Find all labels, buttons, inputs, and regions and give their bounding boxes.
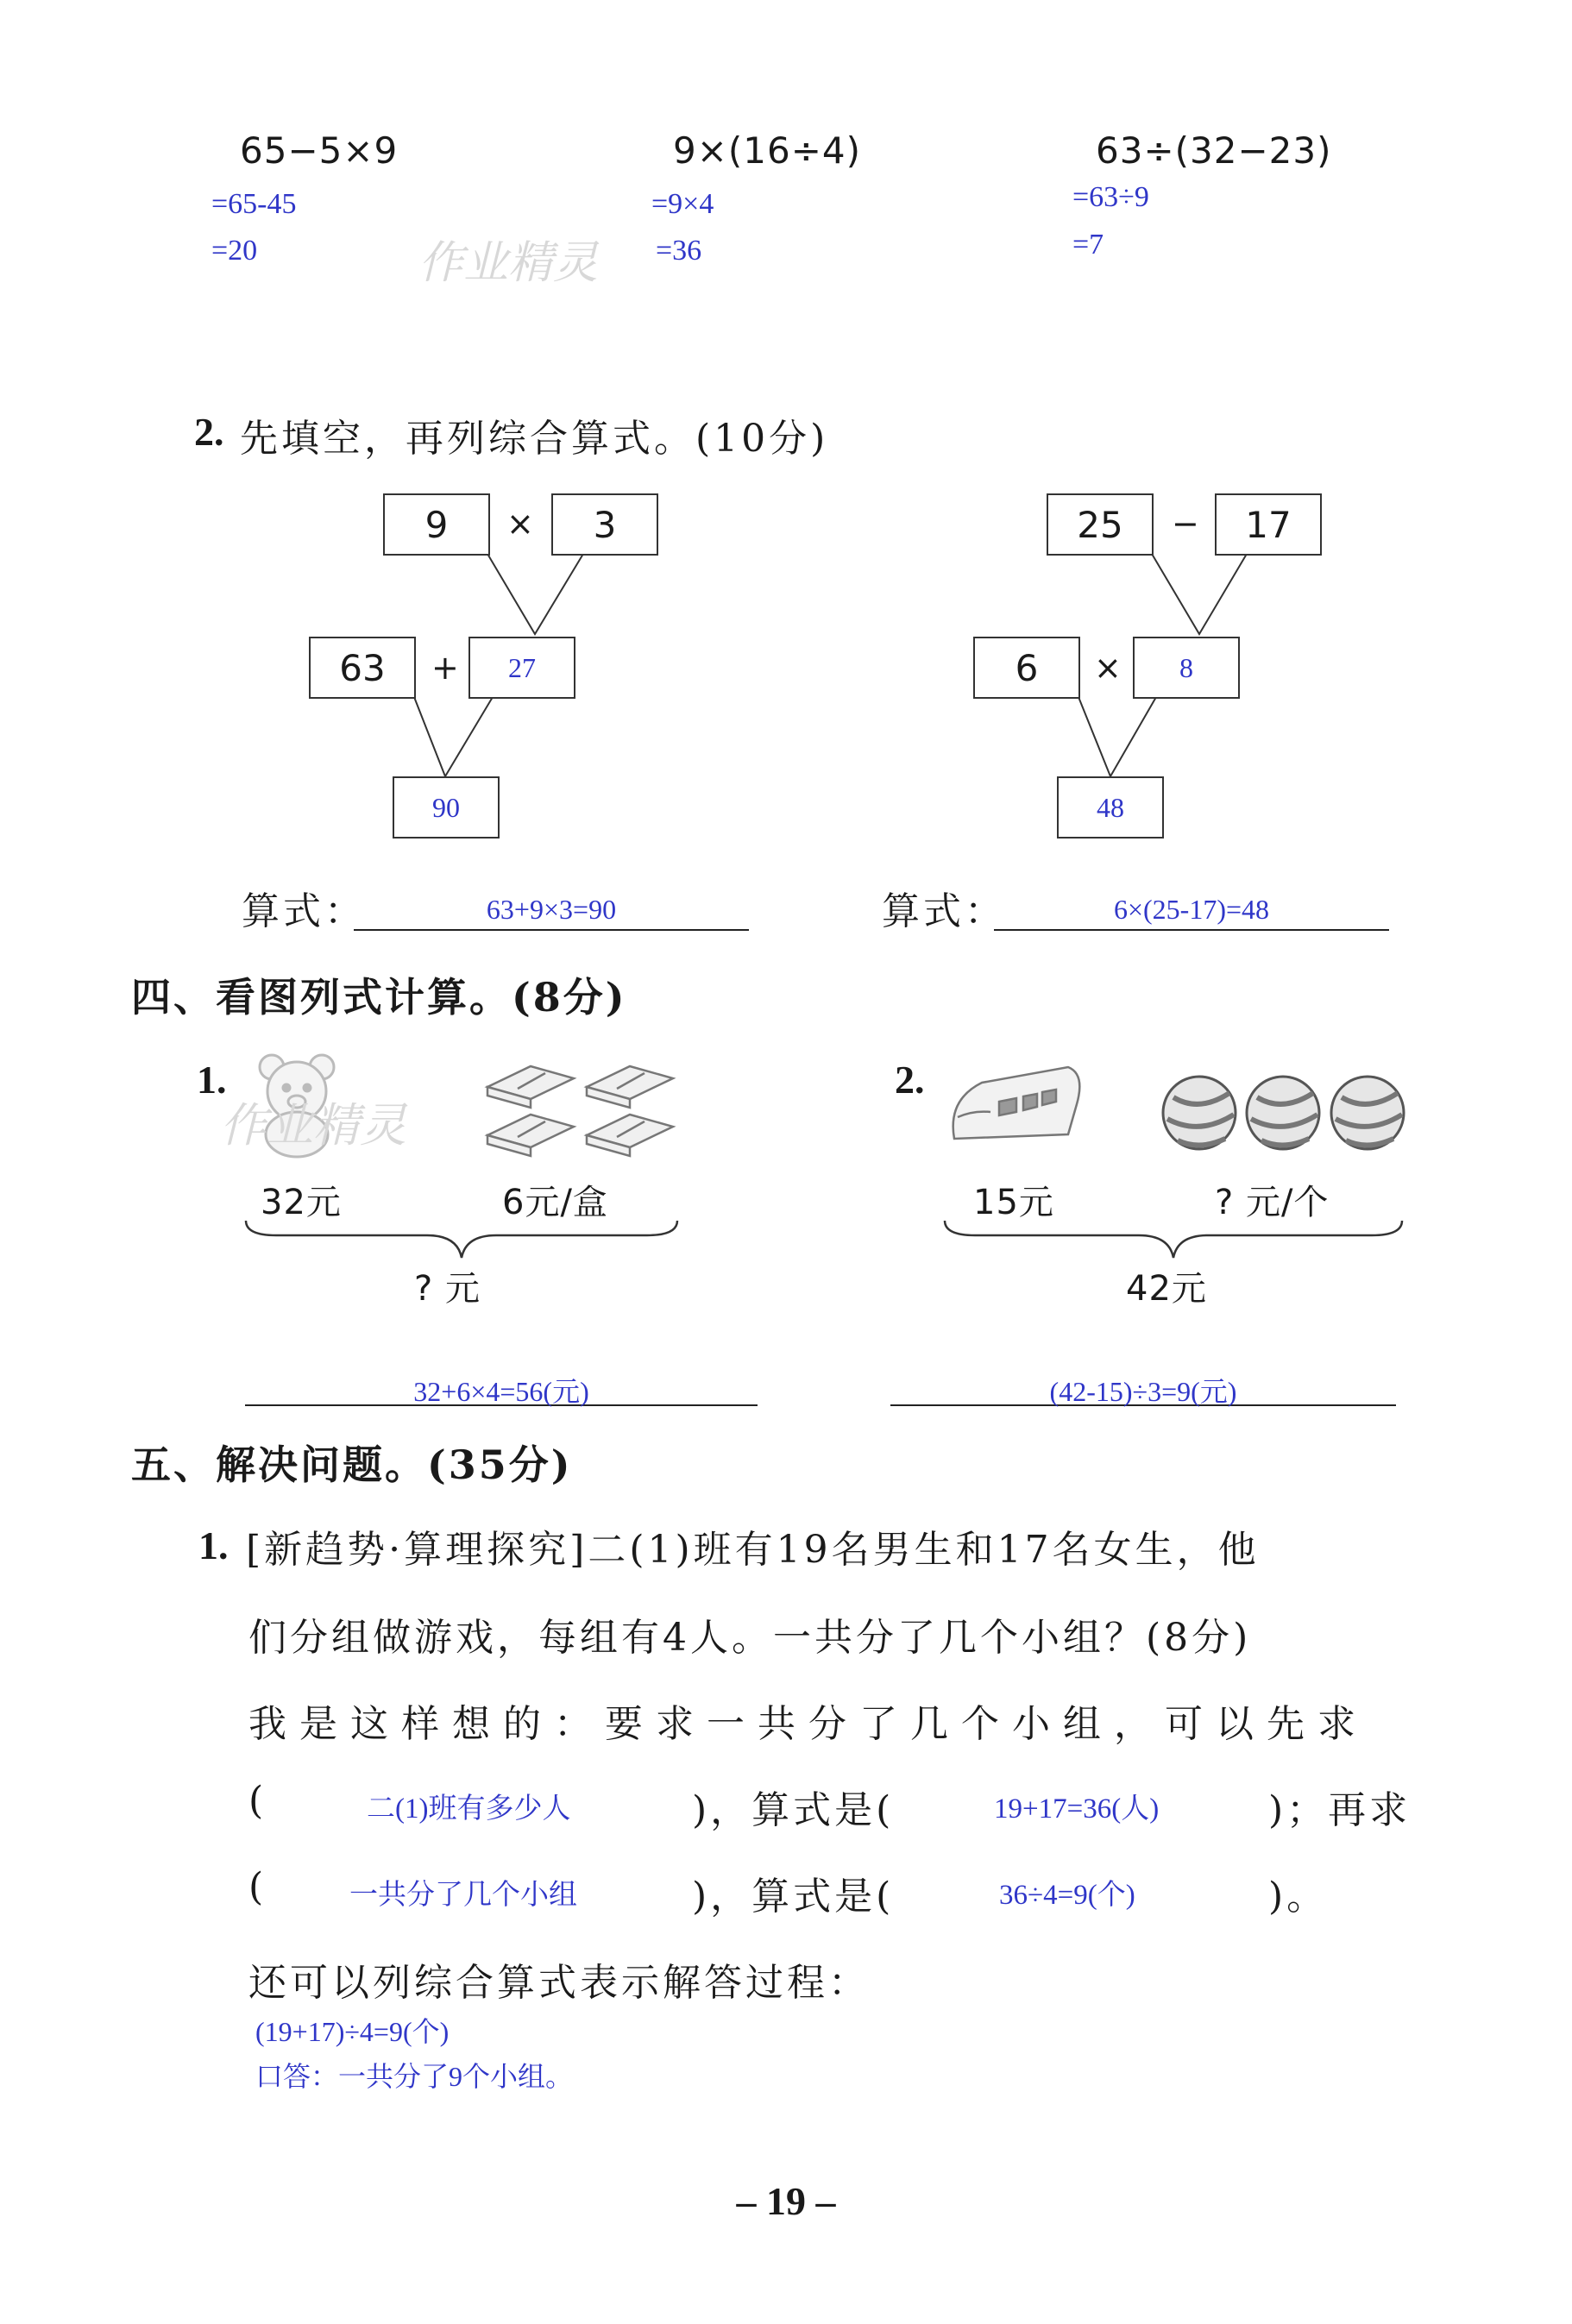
s4-q1-right-label: 6元/盒: [502, 1183, 608, 1222]
s4-q1-brace: [242, 1216, 682, 1268]
s5-q1-blank1-answer: 二(1)班有多少人: [367, 1793, 571, 1825]
calc1-step1: =65-45: [211, 188, 297, 220]
s5-q1-line1: [新趋势·算理探究]二(1)班有19名男生和17名女生，他: [246, 1528, 1260, 1572]
tree-lines: [0, 0, 1572, 949]
watermark-text: 作业精灵: [418, 237, 599, 289]
section4-heading: 四、看图列式计算。(8分): [131, 974, 627, 1021]
s5-q1-paren-open-2: (: [248, 1865, 267, 1909]
s4-q2-total: 42元: [1126, 1269, 1207, 1309]
left-box-result-answer: 90: [393, 776, 500, 839]
s5-q1-answer-formula: (19+17)÷4=9(个): [255, 2016, 450, 2047]
calc2-step1: =9×4: [651, 188, 714, 220]
s5-q1-line3: 我是这样想的：要求一共分了几个小组，可以先求: [248, 1702, 1368, 1746]
s5-q1-blank3-answer: 一共分了几个小组: [349, 1880, 577, 1911]
right-operator-1: −: [1172, 505, 1199, 543]
striped-balls-icon: [1160, 1071, 1411, 1154]
right-box-c: 6: [973, 637, 1080, 699]
s5-q1-end-text-2: )。: [1268, 1875, 1329, 1919]
s4-q2-right-label: ? 元/个: [1215, 1183, 1330, 1222]
s4-q2-number: 2.: [895, 1058, 925, 1102]
s5-q1-answer-text: 口答：一共分了9个小组。: [255, 2061, 574, 2092]
left-box-b: 3: [551, 493, 658, 556]
s5-q1-number: 1.: [198, 1523, 229, 1567]
left-tree-bottom-lines: [414, 697, 493, 776]
s4-q1-left-label: 32元: [261, 1183, 342, 1222]
left-box-a: 9: [383, 493, 490, 556]
s5-q1-blank2-answer: 19+17=36(人): [994, 1793, 1160, 1825]
s5-q1-blank4-answer: 36÷4=9(个): [999, 1880, 1135, 1911]
s4-q2-left-label: 15元: [973, 1183, 1054, 1222]
watermark-text-2: 作业精灵: [220, 1098, 406, 1153]
page-number: – 19 –: [736, 2179, 836, 2223]
calc1-step2: =20: [211, 235, 258, 267]
calc3-step2: =7: [1072, 229, 1104, 261]
s4-q2-answer: (42-15)÷3=9(元): [1049, 1376, 1237, 1407]
left-formula-label: 算式：: [242, 889, 366, 933]
right-tree-bottom-lines: [1078, 697, 1156, 776]
left-tree-top-lines: [487, 554, 583, 634]
calc2-step2: =36: [656, 235, 702, 267]
left-operator-1: ×: [506, 505, 534, 543]
s5-q1-mid-text-1: )，算式是(: [692, 1788, 895, 1832]
s4-q1-answer: 32+6×4=56(元): [413, 1376, 589, 1407]
left-box-c: 63: [309, 637, 416, 699]
s5-q1-line6: 还可以列综合算式表示解答过程：: [248, 1961, 870, 2005]
s5-q1-mid-text-2: )，算式是(: [692, 1875, 895, 1919]
s4-q2-brace: [940, 1216, 1406, 1268]
calc3-step1: =63÷9: [1072, 181, 1149, 213]
question-title: 先填空，再列综合算式。(10分): [240, 417, 829, 461]
calc2-expression: 9×(16÷4): [673, 129, 862, 172]
left-operator-2: +: [431, 649, 459, 687]
calc1-expression: 65−5×9: [240, 129, 399, 172]
train-toy-icon: [947, 1057, 1085, 1152]
s5-q1-paren-open-1: (: [248, 1779, 267, 1823]
s4-q1-total: ? 元: [414, 1269, 481, 1309]
right-box-result-answer: 48: [1057, 776, 1164, 839]
right-formula-underline: [994, 929, 1389, 931]
s5-q1-line2: 们分组做游戏，每组有4人。一共分了几个小组？(8分): [248, 1616, 1252, 1660]
right-operator-2: ×: [1094, 649, 1122, 687]
question-number: 2.: [194, 410, 224, 454]
right-tree-top-lines: [1152, 554, 1247, 634]
pencil-boxes-icon: [483, 1063, 682, 1166]
right-box-a: 25: [1047, 493, 1154, 556]
s5-q1-end-text-1: )；再求: [1268, 1788, 1412, 1832]
section5-heading: 五、解决问题。(35分): [131, 1442, 573, 1488]
right-box-b: 17: [1215, 493, 1322, 556]
left-formula-underline: [354, 929, 749, 931]
calc3-expression: 63÷(32−23): [1096, 129, 1332, 172]
right-box-mid-answer: 8: [1133, 637, 1240, 699]
left-formula-answer: 63+9×3=90: [486, 894, 617, 925]
left-box-mid-answer: 27: [468, 637, 575, 699]
right-formula-label: 算式：: [882, 889, 1006, 933]
right-formula-answer: 6×(25-17)=48: [1113, 894, 1270, 925]
s4-q1-number: 1.: [197, 1058, 227, 1102]
